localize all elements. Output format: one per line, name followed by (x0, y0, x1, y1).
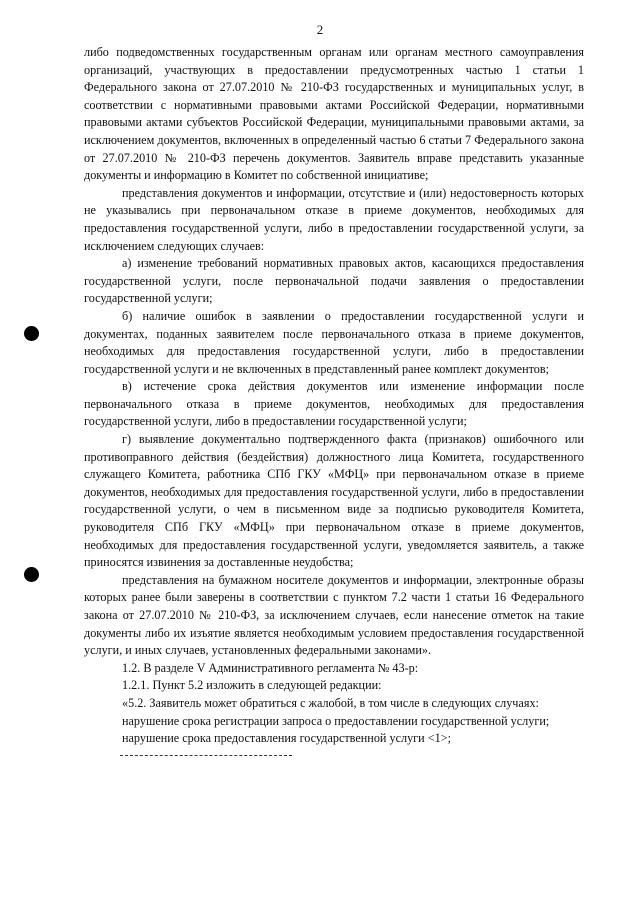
binder-hole-upper (24, 326, 39, 341)
page-number: 2 (316, 22, 324, 37)
paragraph-list-item: г) выявление документально подтвержденного факта (признаков) ошибочного или противоправного действия (бездействия) должностного лица Комитета, государственного служащего Комитета, работника СПб ГКУ «МФЦ» при первоначальном отказе в приеме документов, необходимых для предоставления государственной услуги, либо в предоставлении государственной услуги, о чем в письменном виде за подписью руководителя Комитета, руководителя СПб ГКУ «МФЦ» при первоначальном отказе в приеме документов, необходимых для предоставления государственной услуги, уведомляется заявитель, а также приносятся извинения за доставленные неудобства; (84, 432, 584, 570)
paragraph-continuation: либо подведомственных государственным органам или органам местного самоуправления организаций, участвующих в предоставлении предусмотренных частью 1 статьи 1 Федерального закона от 27.07.2010 № 210-ФЗ государственных и муниципальных услуг, в соответствии с нормативными правовыми актами Российской Федерации, нормативными правовыми актами субъектов Российской Федерации, муниципальными правовыми актами, за исключением документов, включенных в определенный частью 6 статьи 7 Федерального закона от 27.07.2010 № 210-ФЗ перечень документов. Заявитель вправе представить указанные документы и информацию в Комитет по собственной инициативе; (84, 45, 584, 183)
paragraph-subsection: 1.2.1. Пункт 5.2 изложить в следующей редакции: (122, 678, 382, 693)
footnote-separator (120, 755, 292, 756)
paragraph-list-item: нарушение срока предоставления государственной услуги <1>; (122, 731, 451, 746)
paragraph-section-heading: 1.2. В разделе V Административного регламента № 43-р: (122, 660, 419, 675)
paragraph-list-item: представления на бумажном носителе документов и информации, электронные образы которых ранее были заверены в соответствии с пунктом 7.2 части 1 статьи 16 Федерального закона от 27.07.2010 № 210-ФЗ, за исключением случаев, если нанесение отметок на такие документы либо их изъятие является необходимым условием предоставления государственной услуги, и иных случаев, установленных федеральными законами». (84, 572, 584, 658)
paragraph-list-item: в) истечение срока действия документов или изменение информации после первоначального отказа в приеме документов, необходимых для предоставления государственной услуги, либо в предоставлении государственной услуги; (84, 379, 584, 429)
binder-hole-lower (24, 567, 39, 582)
paragraph-list-item: представления документов и информации, отсутствие и (или) недостоверность которых не указывались при первоначальном отказе в приеме документов, необходимых для предоставления государственной услуги, либо в предоставлении государственной услуги, за исключением следующих случаев: (84, 185, 584, 253)
paragraph-clause: «5.2. Заявитель может обратиться с жалобой, в том числе в следующих случаях: (122, 695, 539, 710)
paragraph-list-item: б) наличие ошибок в заявлении о предоставлении государственной услуги и документах, поданных заявителем после первоначального отказа в приеме документов, необходимых для предоставления государственной услуги, либо в предоставлении государственной услуги и не включенных в представленный ранее комплект документов; (84, 308, 584, 376)
paragraph-list-item: а) изменение требований нормативных правовых актов, касающихся предоставления государственной услуги, после первоначальной подачи заявления о предоставлении государственной услуги; (84, 256, 584, 306)
document-body (84, 44, 584, 756)
paragraph-list-item: нарушение срока регистрации запроса о предоставлении государственной услуги; (122, 713, 550, 728)
